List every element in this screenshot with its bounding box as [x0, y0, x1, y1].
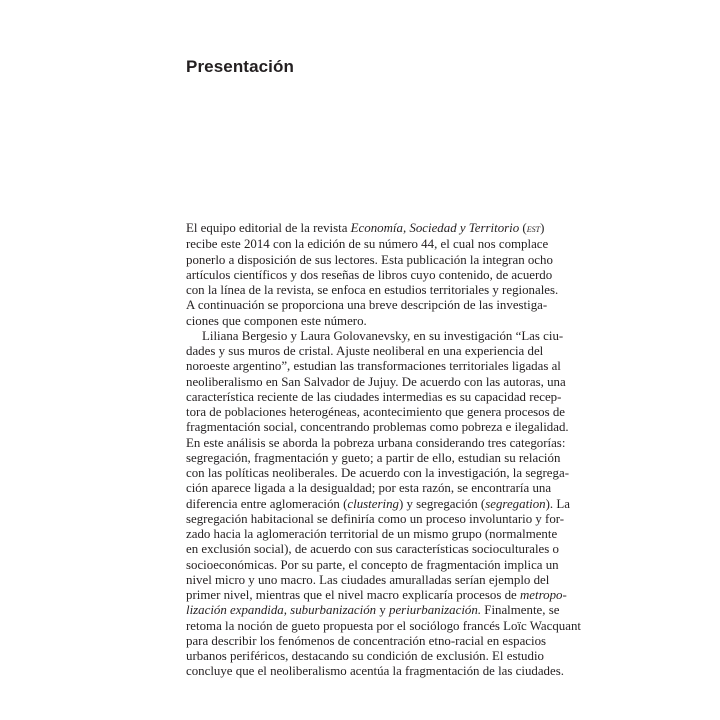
text-line: ponerlo a disposición de sus lectores. Esta publicación la integran ocho	[186, 252, 553, 267]
text-line: Liliana Bergesio y Laura Golovanevsky, en su investigación “Las ciu-	[202, 328, 564, 343]
body-text	[186, 221, 581, 680]
text-line: dades y sus muros de cristal. Ajuste neoliberal en una experiencia del	[186, 344, 544, 358]
text-line: recibe este 2014 con la edición de su número 44, el cual nos complace	[186, 237, 549, 252]
text-line: zado hacia la aglomeración territorial de un mismo grupo (normalmente	[186, 527, 558, 541]
text-line: concluye que el neoliberalismo acentúa la fragmentación de las ciudades.	[186, 664, 564, 679]
text-line: segregación, fragmentación y gueto; a partir de ello, estudian su relación	[186, 450, 561, 465]
text-line: En este análisis se aborda la pobreza urbana considerando tres categorías:	[186, 435, 566, 450]
page-title: Presentación	[186, 57, 294, 76]
text-line: El equipo editorial de la revista Economía, Sociedad y Territorio (est)	[186, 221, 545, 235]
text-line: nivel micro y uno macro. Las ciudades amuralladas serían ejemplo del	[186, 572, 550, 587]
text-line: noroeste argentino”, estudian las transformaciones territoriales ligadas al	[186, 359, 561, 374]
text-line: fragmentación social, concentrando problemas como pobreza e ilegalidad.	[186, 420, 569, 435]
text-line: diferencia entre aglomeración (clustering) y segregación (segregation). La	[186, 496, 570, 511]
text-line: primer nivel, mientras que el nivel macro explicaría procesos de metropo-	[186, 588, 567, 602]
text-line: con la línea de la revista, se enfoca en estudios territoriales y regionales.	[186, 283, 559, 297]
text-line: en exclusión social), de acuerdo con sus características socioculturales o	[186, 542, 559, 557]
paragraph	[186, 328, 581, 680]
text-line: ción aparece ligada a la desigualdad; por esta razón, se encontraría una	[186, 481, 552, 496]
text-line: artículos científicos y dos reseñas de libros cuyo contenido, de acuerdo	[186, 267, 553, 282]
text-line: lización expandida, suburbanización y periurbanización. Finalmente, se	[186, 603, 560, 618]
text-line: urbanos periféricos, destacando su condición de exclusión. El estudio	[186, 649, 544, 663]
text-line: segregación habitacional se definiría como un proceso involuntario y for-	[186, 511, 565, 526]
text-line: tora de poblaciones heterogéneas, acontecimiento que genera procesos de	[186, 405, 566, 419]
text-line: retoma la noción de gueto propuesta por el sociólogo francés Loïc Wacquant	[186, 618, 581, 633]
text-line: socioeconómicas. Por su parte, el concepto de fragmentación implica un	[186, 557, 559, 572]
text-line: neoliberalismo en San Salvador de Jujuy. De acuerdo con las autoras, una	[186, 374, 566, 389]
text-line: A continuación se proporciona una breve descripción de las investiga-	[186, 298, 548, 313]
text-line: para describir los fenómenos de concentración etno-racial en espacios	[186, 633, 547, 648]
text-line: con las políticas neoliberales. De acuerdo con la investigación, la segrega-	[186, 466, 569, 480]
text-line: ciones que componen este número.	[186, 313, 367, 328]
text-line: característica reciente de las ciudades intermedias es su capacidad recep-	[186, 389, 562, 404]
paragraph	[186, 221, 559, 329]
